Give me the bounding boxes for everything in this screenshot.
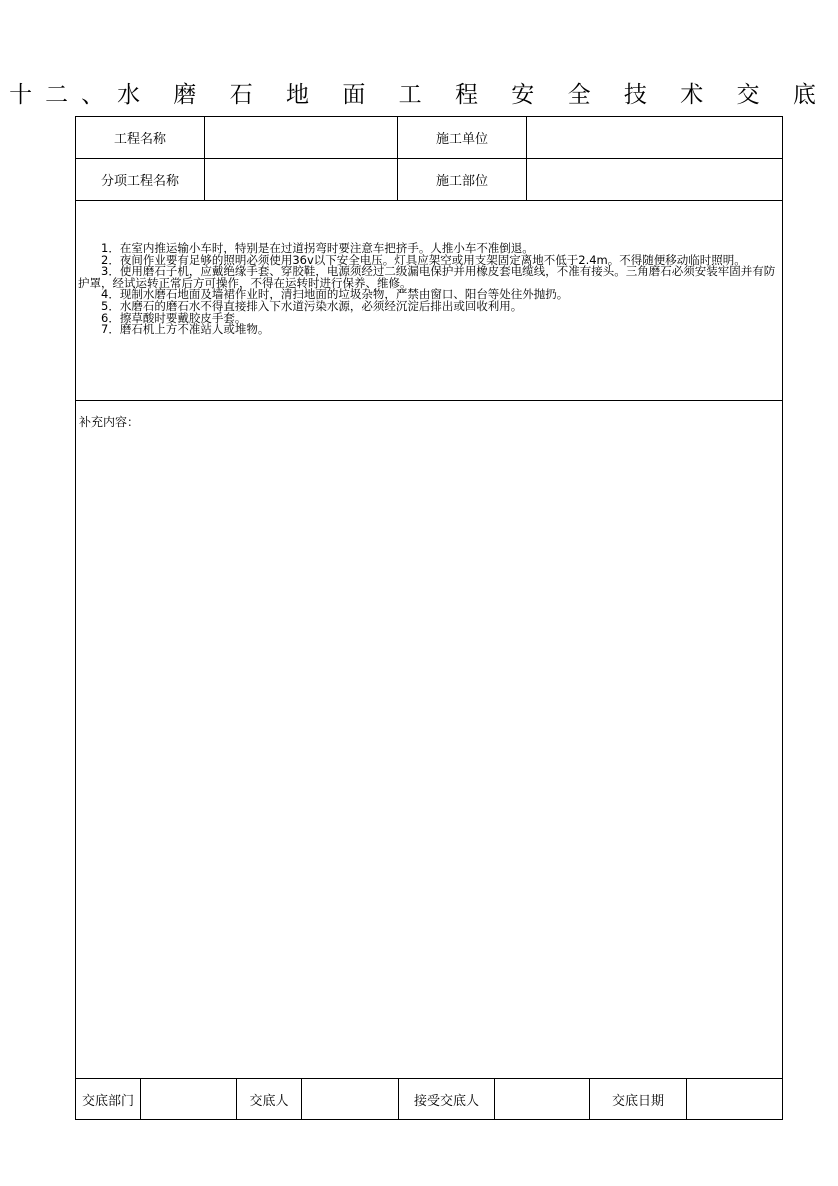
disclosure-date-label: 交底日期 [590,1079,687,1119]
disclosure-dept-label: 交底部门 [76,1079,141,1119]
sub-project-name-field[interactable] [205,159,398,200]
safety-item-1: 1．在室内推运输小车时，特别是在过道拐弯时要注意车把挤手。人推小车不准倒退。 [78,241,534,255]
supplement-section[interactable] [76,401,782,1079]
safety-item-6: 6．擦草酸时要戴胶皮手套。 [78,310,247,325]
header-row-2 [76,159,782,201]
safety-item-2: 2．夜间作业要有足够的照明必须使用36v以下安全电压。灯具应架空或用支架固定离地不低于2.4m。不得随便移动临时照明。 [78,252,746,267]
project-name-label: 工程名称 [76,117,205,158]
footer-row [76,1079,782,1119]
supplement-label: 补充内容： [79,415,140,429]
construction-position-label: 施工部位 [398,159,527,200]
disclosure-dept-field[interactable] [141,1079,237,1119]
safety-items-list [78,243,780,336]
discloser-label: 交底人 [237,1079,302,1119]
discloser-field[interactable] [302,1079,399,1119]
disclosure-date-field[interactable] [687,1079,784,1119]
receiver-label: 接受交底人 [399,1079,495,1119]
safety-item-7: 7．磨石机上方不准站人或堆物。 [78,322,270,337]
safety-item-4: 4．现制水磨石地面及墙裙作业时，清扫地面的垃圾杂物，严禁由窗口、阳台等处往外抛扔。 [78,287,569,302]
safety-items-section [76,201,782,401]
construction-unit-field[interactable] [527,117,784,158]
receiver-field[interactable] [495,1079,590,1119]
safety-item-3: 3．使用磨石子机，应戴绝缘手套、穿胶鞋，电源须经过二级漏电保护并用橡皮套电缆线，不准有接头。三角磨石必须安装牢固并有防护罩，经试运转正常后方可操作，不得在运转时进行保养、维修。 [78,264,776,290]
project-name-field[interactable] [205,117,398,158]
construction-unit-label: 施工单位 [398,117,527,158]
construction-position-field[interactable] [527,159,784,200]
safety-item-5: 5．水磨石的磨石水不得直接排入下水道污染水源，必须经沉淀后排出或回收利用。 [78,298,523,313]
disclosure-form [75,116,783,1120]
header-row-1 [76,117,782,159]
page-title: 十二、水 磨 石 地 面 工 程 安 全 技 术 交 底 [9,82,829,108]
sub-project-name-label: 分项工程名称 [76,159,205,200]
